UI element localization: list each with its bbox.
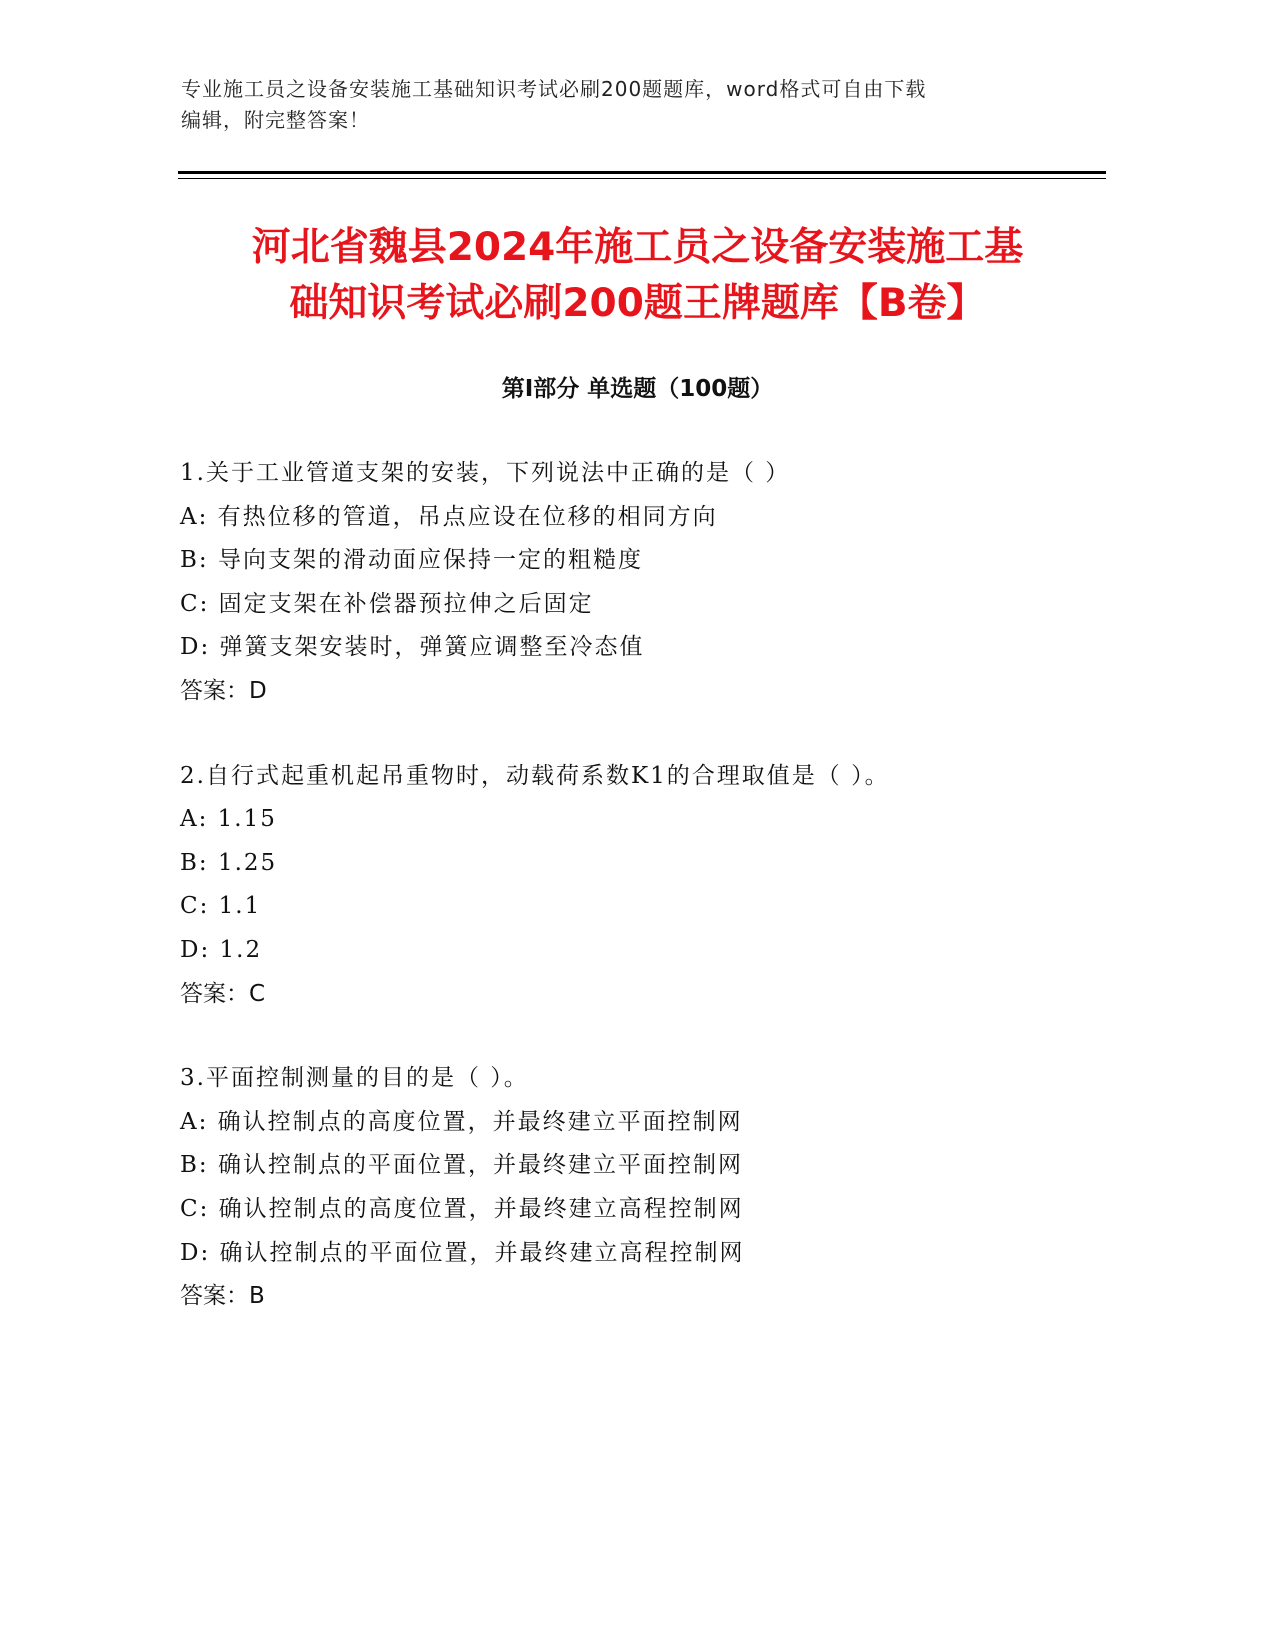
answer-label: 答案：C <box>180 980 266 1007</box>
question-1 <box>180 452 1110 714</box>
answer-label: 答案：B <box>180 1283 265 1310</box>
question-stem: 3.平面控制测量的目的是（ ）。 <box>180 1065 529 1092</box>
option-d: D: 1.2 <box>180 936 263 963</box>
option-c: C: 1.1 <box>180 893 262 920</box>
question-stem: 1.关于工业管道支架的安装，下列说法中正确的是（ ） <box>180 460 791 486</box>
header-note-line-1: 专业施工员之设备安装施工基础知识考试必刷200题题库，word格式可自由下载 <box>181 77 927 101</box>
question-list <box>180 452 1110 1360</box>
option-a: A: 确认控制点的高度位置，并最终建立平面控制网 <box>180 1108 743 1135</box>
document-title <box>150 220 1125 332</box>
option-b: B: 1.25 <box>180 849 278 876</box>
header-note <box>181 74 1061 136</box>
option-c: C: 确认控制点的高度位置，并最终建立高程控制网 <box>180 1195 744 1222</box>
header-note-line-2: 编辑，附完整答案！ <box>181 108 370 132</box>
option-c: C: 固定支架在补偿器预拉伸之后固定 <box>180 590 594 617</box>
option-d: D: 弹簧支架安装时，弹簧应调整至冷态值 <box>180 634 645 661</box>
answer-label: 答案：D <box>180 677 267 704</box>
document-title-line-2: 础知识考试必刷200题王牌题库【B卷】 <box>289 281 986 326</box>
option-b: B: 确认控制点的平面位置，并最终建立平面控制网 <box>180 1152 743 1179</box>
section-title: 第Ⅰ部分 单选题（100题） <box>501 376 774 402</box>
question-3 <box>180 1057 1110 1319</box>
header-rule-thick <box>178 171 1106 174</box>
header-rule-thin <box>178 178 1106 179</box>
option-d: D: 确认控制点的平面位置，并最终建立高程控制网 <box>180 1239 745 1266</box>
question-stem: 2.自行式起重机起吊重物时，动载荷系数K1的合理取值是（ ）。 <box>180 762 890 789</box>
option-a: A: 1.15 <box>180 806 277 833</box>
document-title-line-1: 河北省魏县2024年施工员之设备安装施工基 <box>251 225 1024 270</box>
option-a: A: 有热位移的管道，吊点应设在位移的相同方向 <box>180 503 718 530</box>
question-2 <box>180 755 1110 1017</box>
option-b: B: 导向支架的滑动面应保持一定的粗糙度 <box>180 547 643 574</box>
